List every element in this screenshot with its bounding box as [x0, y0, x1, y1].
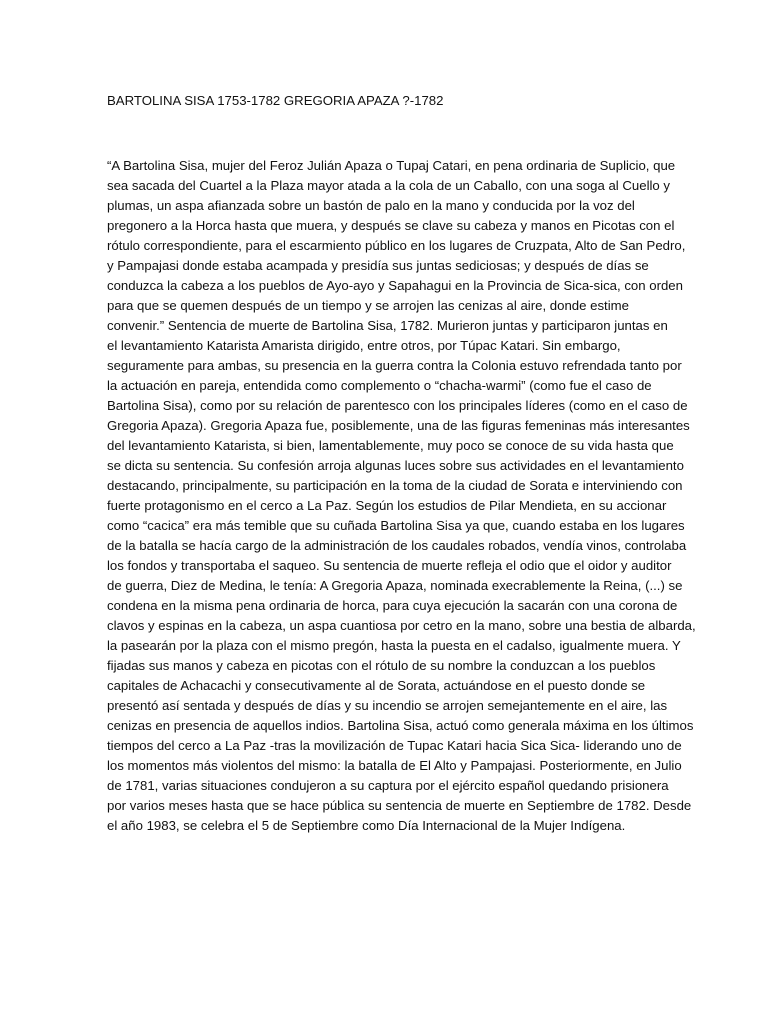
- body-text-line: fuerte protagonismo en el cerco a La Paz. Según los estudios de Pilar Mendieta, en su accionar: [107, 498, 667, 513]
- body-text-line: tiempos del cerco a La Paz -tras la movilización de Tupac Katari hacia Sica Sica- liderando uno de: [107, 738, 682, 753]
- body-text-line: “A Bartolina Sisa, mujer del Feroz Julián Apaza o Tupaj Catari, en pena ordinaria de Suplicio, que: [107, 158, 676, 173]
- body-text-line: seguramente para ambas, su presencia en la guerra contra la Colonia estuvo refrendada tanto por: [107, 358, 682, 373]
- body-text-line: el año 1983, se celebra el 5 de Septiembre como Día Internacional de la Mujer Indígena.: [107, 818, 626, 833]
- body-text-line: cenizas en presencia de aquellos indios. Bartolina Sisa, actuó como generala máxima en los últimos: [107, 718, 694, 733]
- body-text-line: presentó así sentada y después de días y su incendio se arrojen semejantemente en el aire, las: [107, 698, 668, 713]
- body-text-line: Bartolina Sisa), como por su relación de parentesco con los principales líderes (como en el caso de: [107, 398, 688, 413]
- body-text-line: de guerra, Diez de Medina, le tenía: A Gregoria Apaza, nominada execrablemente la Reina, (...) se: [107, 578, 683, 593]
- body-text-line: el levantamiento Katarista Amarista dirigido, entre otros, por Túpac Katari. Sin embargo,: [107, 338, 621, 353]
- body-text-line: Gregoria Apaza). Gregoria Apaza fue, posiblemente, una de las figuras femeninas más interesantes: [107, 418, 690, 433]
- body-text-line: de 1781, varias situaciones condujeron a su captura por el ejército español quedando prisionera: [107, 778, 669, 793]
- body-text-line: conduzca la cabeza a los pueblos de Ayo-ayo y Sapahagui en la Provincia de Sica-sica, con orden: [107, 278, 683, 293]
- body-text-line: pregonero a la Horca hasta que muera, y después se clave su cabeza y manos en Picotas con el: [107, 218, 675, 233]
- body-text-line: se dicta su sentencia. Su confesión arroja algunas luces sobre sus actividades en el levantamiento: [107, 458, 684, 473]
- body-text-line: fijadas sus manos y cabeza en picotas con el rótulo de su nombre la conduzcan a los pueblos: [107, 658, 656, 673]
- document-title: BARTOLINA SISA 1753-1782 GREGORIA APAZA ?-1782: [107, 93, 444, 108]
- body-text-line: convenir.” Sentencia de muerte de Bartolina Sisa, 1782. Murieron juntas y participaron juntas en: [107, 318, 668, 333]
- body-text-line: sea sacada del Cuartel a la Plaza mayor atada a la cola de un Caballo, con una soga al Cuello y: [107, 178, 671, 193]
- body-text-line: por varios meses hasta que se hace pública su sentencia de muerte en Septiembre de 1782. Desde: [107, 798, 692, 813]
- body-text-line: los momentos más violentos del mismo: la batalla de El Alto y Pampajasi. Posteriormente, en Julio: [107, 758, 682, 773]
- document-body: [107, 156, 696, 836]
- body-text-line: plumas, un aspa afianzada sobre un bastón de palo en la mano y conducida por la voz del: [107, 198, 635, 213]
- body-text-line: capitales de Achacachi y consecutivamente al de Sorata, actuándose en el puesto donde se: [107, 678, 646, 693]
- body-text-line: del levantamiento Katarista, si bien, lamentablemente, muy poco se conoce de su vida hasta que: [107, 438, 674, 453]
- body-text-line: de la batalla se hacía cargo de la administración de los caudales robados, vendía vinos, controlaba: [107, 538, 687, 553]
- body-text-line: rótulo correspondiente, para el escarmiento público en los lugares de Cruzpata, Alto de San Pedro,: [107, 238, 686, 253]
- body-text-line: como “cacica” era más temible que su cuñada Bartolina Sisa ya que, cuando estaba en los lugares: [107, 518, 685, 533]
- body-text-line: los fondos y transportaba el saqueo. Su sentencia de muerte refleja el odio que el oidor y auditor: [107, 558, 672, 573]
- body-text-line: destacando, principalmente, su participación en la toma de la ciudad de Sorata e interviniendo con: [107, 478, 683, 493]
- body-text-line: la actuación en pareja, entendida como complemento o “chacha-warmi” (como fue el caso de: [107, 378, 652, 393]
- body-text-line: para que se quemen después de un tiempo y se arrojen las cenizas al aire, donde estime: [107, 298, 629, 313]
- body-text-line: clavos y espinas en la cabeza, un aspa cuantiosa por cetro en la mano, sobre una bestia de albarda,: [107, 618, 696, 633]
- body-text-line: condena en la misma pena ordinaria de horca, para cuya ejecución la sacarán con una corona de: [107, 598, 678, 613]
- body-text-line: y Pampajasi donde estaba acampada y presidía sus juntas sediciosas; y después de días se: [107, 258, 649, 273]
- body-text-line: la pasearán por la plaza con el mismo pregón, hasta la puesta en el cadalso, igualmente muera. Y: [107, 638, 681, 653]
